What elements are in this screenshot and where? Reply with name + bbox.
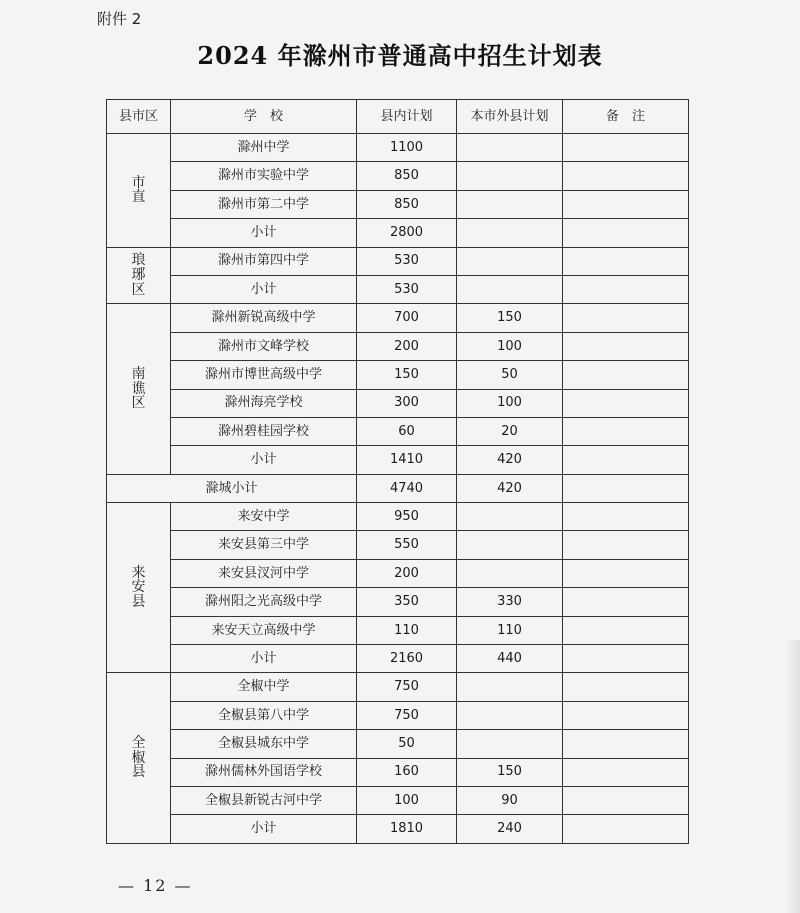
local-plan-cell: 110: [357, 616, 457, 644]
school-cell: 小计: [171, 275, 357, 303]
school-cell: 来安县汊河中学: [171, 559, 357, 587]
local-plan-cell: 60: [357, 417, 457, 445]
note-cell: [563, 389, 689, 417]
table-row: [107, 645, 689, 673]
outside-plan-cell: 110: [457, 616, 563, 644]
local-plan-cell: 530: [357, 275, 457, 303]
page-title: 2024 年滁州市普通高中招生计划表: [197, 41, 603, 70]
table-row: [107, 134, 689, 162]
local-plan-cell: 2800: [357, 219, 457, 247]
outside-plan-cell: 150: [457, 304, 563, 332]
local-plan-cell: 300: [357, 389, 457, 417]
table-row: [107, 361, 689, 389]
school-cell: 滁州市实验中学: [171, 162, 357, 190]
header-row: [107, 100, 689, 134]
table-row: [107, 190, 689, 218]
school-cell: 滁州阳之光高级中学: [171, 588, 357, 616]
county-char: 县: [131, 764, 146, 781]
local-plan-cell: 50: [357, 730, 457, 758]
city-subtotal-note: [563, 474, 689, 502]
county-char: 来: [131, 564, 146, 581]
table-row: [107, 673, 689, 701]
school-cell: 来安中学: [171, 503, 357, 531]
outside-plan-cell: 420: [457, 446, 563, 474]
note-cell: [563, 645, 689, 673]
county-cell: [107, 247, 171, 304]
outside-plan-cell: 90: [457, 786, 563, 814]
note-cell: [563, 588, 689, 616]
county-cell: [107, 304, 171, 474]
note-cell: [563, 616, 689, 644]
county-char: 南: [131, 365, 146, 382]
local-plan-cell: 850: [357, 190, 457, 218]
header-outside-plan: 本市外县计划: [457, 100, 563, 134]
local-plan-cell: 2160: [357, 645, 457, 673]
county-char: 琊: [131, 267, 146, 284]
outside-plan-cell: 440: [457, 645, 563, 673]
local-plan-cell: 530: [357, 247, 457, 275]
table-row: [107, 786, 689, 814]
school-cell: 滁州市第二中学: [171, 190, 357, 218]
county-cell: [107, 673, 171, 843]
table-body-counties: [107, 503, 689, 844]
school-cell: 小计: [171, 815, 357, 843]
note-cell: [563, 162, 689, 190]
note-cell: [563, 332, 689, 360]
outside-plan-cell: [457, 190, 563, 218]
table-row: [107, 275, 689, 303]
outside-plan-cell: [457, 673, 563, 701]
outside-plan-cell: [457, 531, 563, 559]
outside-plan-cell: 240: [457, 815, 563, 843]
local-plan-cell: 350: [357, 588, 457, 616]
county-char: 椒: [131, 749, 146, 766]
school-cell: 滁州中学: [171, 134, 357, 162]
school-cell: 来安天立高级中学: [171, 616, 357, 644]
school-cell: 滁州市博世高级中学: [171, 361, 357, 389]
outside-plan-cell: 100: [457, 332, 563, 360]
header-school: 学 校: [171, 100, 357, 134]
table-row: [107, 446, 689, 474]
note-cell: [563, 701, 689, 729]
city-subtotal-local: 4740: [357, 474, 457, 502]
note-cell: [563, 786, 689, 814]
city-subtotal-outside: 420: [457, 474, 563, 502]
school-cell: 全椒中学: [171, 673, 357, 701]
local-plan-cell: 550: [357, 531, 457, 559]
table-row: [107, 162, 689, 190]
table-body-city-subtotal: [107, 474, 689, 502]
county-char: 市: [131, 174, 146, 191]
city-subtotal-row: [107, 474, 689, 502]
header-local-plan: 县内计划: [357, 100, 457, 134]
attachment-label: 附件 2: [97, 10, 142, 28]
county-char: 直: [131, 189, 146, 206]
table-body-city: [107, 134, 689, 475]
note-cell: [563, 815, 689, 843]
local-plan-cell: 850: [357, 162, 457, 190]
table-row: [107, 616, 689, 644]
local-plan-cell: 950: [357, 503, 457, 531]
note-cell: [563, 531, 689, 559]
note-cell: [563, 503, 689, 531]
header-note: 备 注: [563, 100, 689, 134]
table-row: [107, 417, 689, 445]
outside-plan-cell: [457, 134, 563, 162]
outside-plan-cell: [457, 275, 563, 303]
table-row: [107, 815, 689, 843]
school-cell: 滁州儒林外国语学校: [171, 758, 357, 786]
outside-plan-cell: 50: [457, 361, 563, 389]
outside-plan-cell: [457, 730, 563, 758]
local-plan-cell: 160: [357, 758, 457, 786]
county-cell: [107, 503, 171, 673]
county-char: 琅: [131, 252, 146, 269]
local-plan-cell: 750: [357, 701, 457, 729]
school-cell: 小计: [171, 219, 357, 247]
school-cell: 滁州海亮学校: [171, 389, 357, 417]
outside-plan-cell: 20: [457, 417, 563, 445]
table-row: [107, 701, 689, 729]
table-row: [107, 389, 689, 417]
note-cell: [563, 673, 689, 701]
table-row: [107, 219, 689, 247]
page-shadow: [786, 640, 800, 913]
county-char: 县: [131, 594, 146, 611]
outside-plan-cell: 150: [457, 758, 563, 786]
table-row: [107, 332, 689, 360]
note-cell: [563, 758, 689, 786]
note-cell: [563, 190, 689, 218]
note-cell: [563, 134, 689, 162]
school-cell: 滁州新锐高级中学: [171, 304, 357, 332]
local-plan-cell: 100: [357, 786, 457, 814]
outside-plan-cell: [457, 559, 563, 587]
table-row: [107, 531, 689, 559]
outside-plan-cell: 330: [457, 588, 563, 616]
outside-plan-cell: [457, 162, 563, 190]
county-char: 区: [131, 281, 146, 298]
table-row: [107, 758, 689, 786]
table-row: [107, 588, 689, 616]
enrollment-plan-table: [106, 99, 689, 844]
local-plan-cell: 750: [357, 673, 457, 701]
local-plan-cell: 200: [357, 559, 457, 587]
local-plan-cell: 1810: [357, 815, 457, 843]
local-plan-cell: 200: [357, 332, 457, 360]
school-cell: 全椒县第八中学: [171, 701, 357, 729]
county-char: 安: [131, 579, 146, 596]
table-row: [107, 247, 689, 275]
outside-plan-cell: [457, 219, 563, 247]
school-cell: 小计: [171, 645, 357, 673]
county-cell: [107, 134, 171, 248]
note-cell: [563, 559, 689, 587]
note-cell: [563, 730, 689, 758]
note-cell: [563, 275, 689, 303]
school-cell: 全椒县新锐古河中学: [171, 786, 357, 814]
page-number: — 12 —: [118, 876, 193, 895]
table-row: [107, 730, 689, 758]
note-cell: [563, 304, 689, 332]
note-cell: [563, 446, 689, 474]
outside-plan-cell: 100: [457, 389, 563, 417]
school-cell: 滁州市文峰学校: [171, 332, 357, 360]
school-cell: 滁州碧桂园学校: [171, 417, 357, 445]
county-char: 全: [131, 735, 146, 752]
outside-plan-cell: [457, 503, 563, 531]
school-cell: 来安县第三中学: [171, 531, 357, 559]
local-plan-cell: 150: [357, 361, 457, 389]
note-cell: [563, 417, 689, 445]
local-plan-cell: 1410: [357, 446, 457, 474]
city-subtotal-label: 滁城小计: [107, 474, 357, 502]
county-char: 区: [131, 395, 146, 412]
county-char: 谯: [131, 380, 146, 397]
note-cell: [563, 247, 689, 275]
table-row: [107, 503, 689, 531]
local-plan-cell: 1100: [357, 134, 457, 162]
header-county: 县市区: [107, 100, 171, 134]
note-cell: [563, 219, 689, 247]
outside-plan-cell: [457, 701, 563, 729]
local-plan-cell: 700: [357, 304, 457, 332]
school-cell: 滁州市第四中学: [171, 247, 357, 275]
school-cell: 全椒县城东中学: [171, 730, 357, 758]
school-cell: 小计: [171, 446, 357, 474]
note-cell: [563, 361, 689, 389]
outside-plan-cell: [457, 247, 563, 275]
table-row: [107, 304, 689, 332]
table-row: [107, 559, 689, 587]
